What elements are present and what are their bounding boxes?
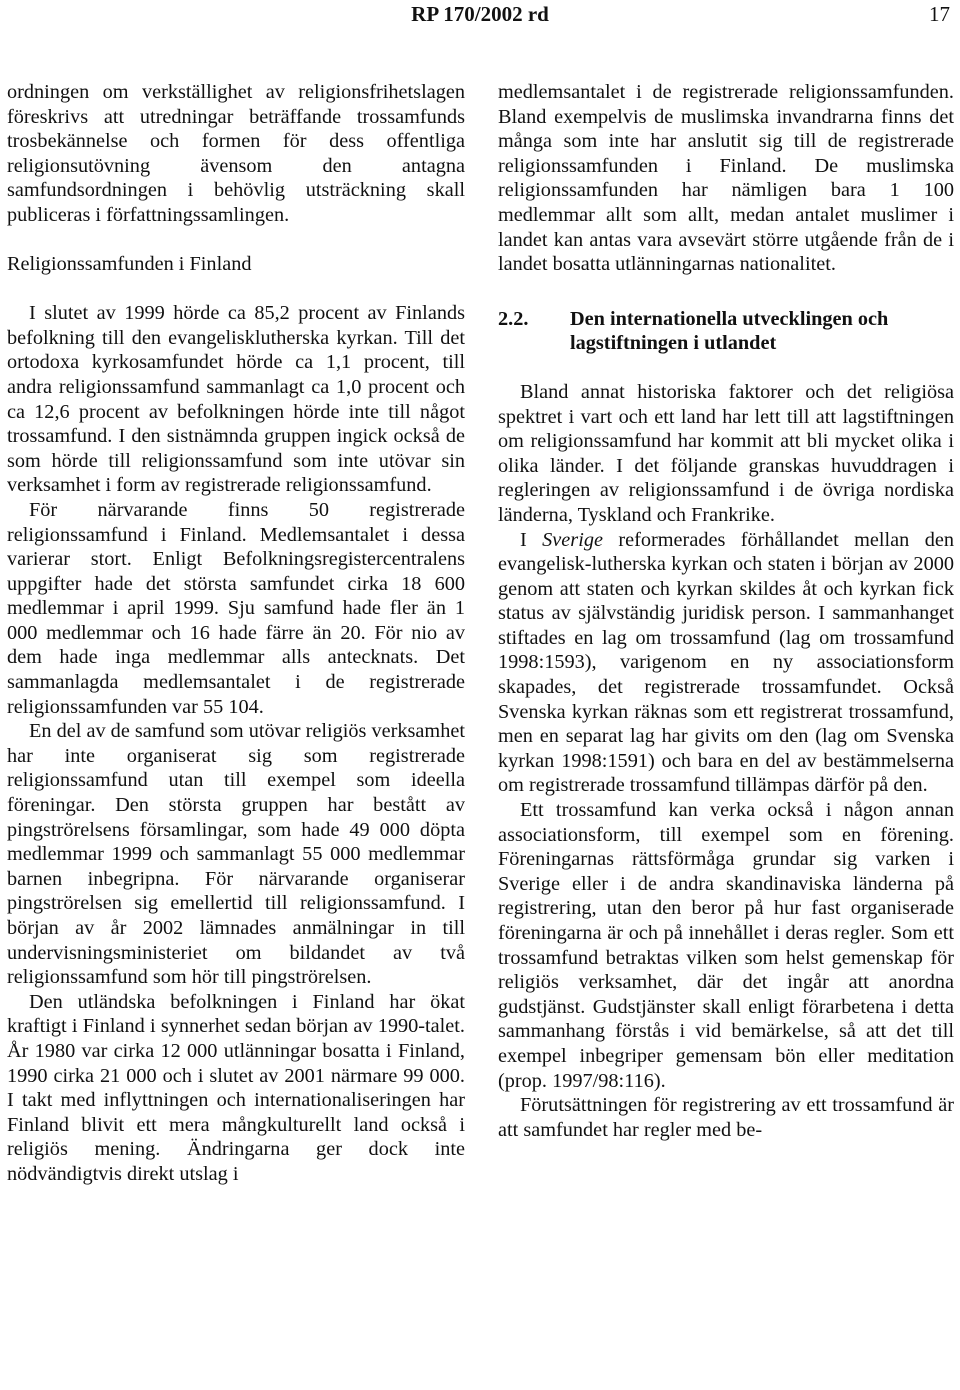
right-column (498, 80, 954, 1385)
section-number: 2.2. (498, 307, 529, 330)
document-id: RP 170/2002 rd (411, 2, 549, 26)
section-title: Den internationella utvecklingen och lagstiftningen i utlandet (570, 307, 889, 355)
left-column (7, 80, 465, 1385)
paragraph-body: reformerades förhållandet mellan den evangelisk-lutherska kyrkan och staten i början av 2000 genom att staten och kyrkan skildes åt och kyrkan fick status av självständig juridisk person. I sammanhanget stiftades en lag om trossamfund (lag om trossamfund 1998:1593), varigenom en ny associationsform skapades, det registrerade trossamfundet. Också Svenska kyrkan räknas som ett registrerat trossamfund, men en separat lag har givits om den (lag om Svenska kyrkan 1998:1591) och bara en del av bestämmelserna om registrerade trossamfund tillämpas därför på den. (498, 528, 954, 797)
page-header (0, 0, 960, 40)
paragraph: För närvarande finns 50 registrerade religionssamfund i Finland. Medlemsantalet i dessa varierar stort. Enligt Befolkningsregistercentralens uppgifter hade det största samfundet cirka 18 600 medlemmar i april 1999. Sju samfund hade fler än 1 000 medlemmar och 16 hade färre än 20. För nio av dem hade inga medlemmar alls antecknats. Det sammanlagda medlemsantalet i de registrerade religionssamfunden var 55 104. (7, 498, 465, 718)
paragraph: En del av de samfund som utövar religiös verksamhet har inte organiserat sig som registrerade religionssamfund utan till exempel som ideella föreningar. Den största gruppen har bestått av pingströrelsens församlingar, som hade 49 000 döpta medlemmar 1999 och sammanlagt 55 000 medlemmar barnen inbegripna. För närvarande organiserar pingströrelsen sig emellertid till religionssamfund. I början av år 2002 lämnades anmälningar in till undervisningsministeriet om bildandet av två religionssamfund som hör till pingströrelsen. (7, 720, 465, 989)
paragraph-continuation: ordningen om verkställighet av religionsfrihetslagen föreskrivs att utredningar beträffande trossamfunds trosbekännelse och formen för dess offentliga religionsutövning ävensom den antagna samfundsordningen i behövlig utsträckning skall publiceras i författningssamlingen. (7, 81, 465, 226)
page-number: 17 (929, 2, 950, 26)
paragraph: Den utländska befolkningen i Finland har ökat kraftigt i Finland i synnerhet sedan början av 1990-talet. År 1980 var cirka 12 000 utlänningar bosatta i Finland, 1990 cirka 21 000 och i slutet av 2001 närmare 99 000. I takt med inflyttningen och internationaliseringen har Finland blivit ett mera mångkulturellt land också i religiös mening. Ändringarna ger dock inte nödvändigtvis direkt utslag i (7, 990, 465, 1185)
paragraph: Bland annat historiska faktorer och det religiösa spektret i vart och ett land har lett till att lagstiftningen om religionssamfund har kommit att bli mycket olika i olika länder. I det följande granskas huvuddragen i regleringen av religionssamfund i de övriga nordiska länderna, Tyskland och Frankrike. (498, 380, 954, 526)
paragraph: Förutsättningen för registrering av ett trossamfund är att samfundet har regler med be- (498, 1094, 954, 1141)
paragraph-lead: I (520, 528, 543, 551)
emphasis-sverige: Sverige (542, 528, 603, 551)
paragraph-continuation: medlemsantalet i de registrerade religionssamfunden. Bland exempelvis de muslimska invandrarna finns det många som inte har anslutit sig till de registrerade religionssamfunden i Finland. De muslimska religionssamfunden har nämligen bara 1 100 medlemmar allt som allt, medan antalet muslimer i landet kan antas vara avsevärt större utgående från de i landet bosatta utlänningarnas nationalitet. (498, 81, 954, 276)
subheading-religionssamfunden: Religionssamfunden i Finland (7, 252, 252, 275)
paragraph: I slutet av 1999 hörde ca 85,2 procent av Finlands befolkning till den evangelisklutherska kyrkan. Till det ortodoxa kyrkosamfundet hörde ca 1,1 procent, till andra religionssamfund sammanlagt ca 1,0 procent och ca 12,6 procent av befolkningen hörde inte till något trossamfund. I den sistnämnda gruppen ingick också de som hörde till religionssamfund som inte utövar sin verksamhet i form av registrerade religionssamfund. (7, 302, 465, 497)
paragraph-sverige (498, 528, 954, 799)
section-heading (498, 307, 954, 356)
paragraph: Ett trossamfund kan verka också i någon annan associationsform, till exempel som en förening. Föreningarnas rättsförmåga grundar sig varken i Sverige eller i de andra skandinaviska länderna på registrering, utan den beror på hur fast organiserade föreningarna är och på innehållet i deras regler. Som ett trossamfund betraktas vilken som helst gemenskap för religiös verksamhet, där det ingår att anordna gudstjänst. Gudstjänster skall enligt förarbetena i detta sammanhang förstås i vid bemärkelse, så att det till exempel inbegriper gemensam bön eller meditation (prop. 1997/98:116). (498, 799, 954, 1092)
